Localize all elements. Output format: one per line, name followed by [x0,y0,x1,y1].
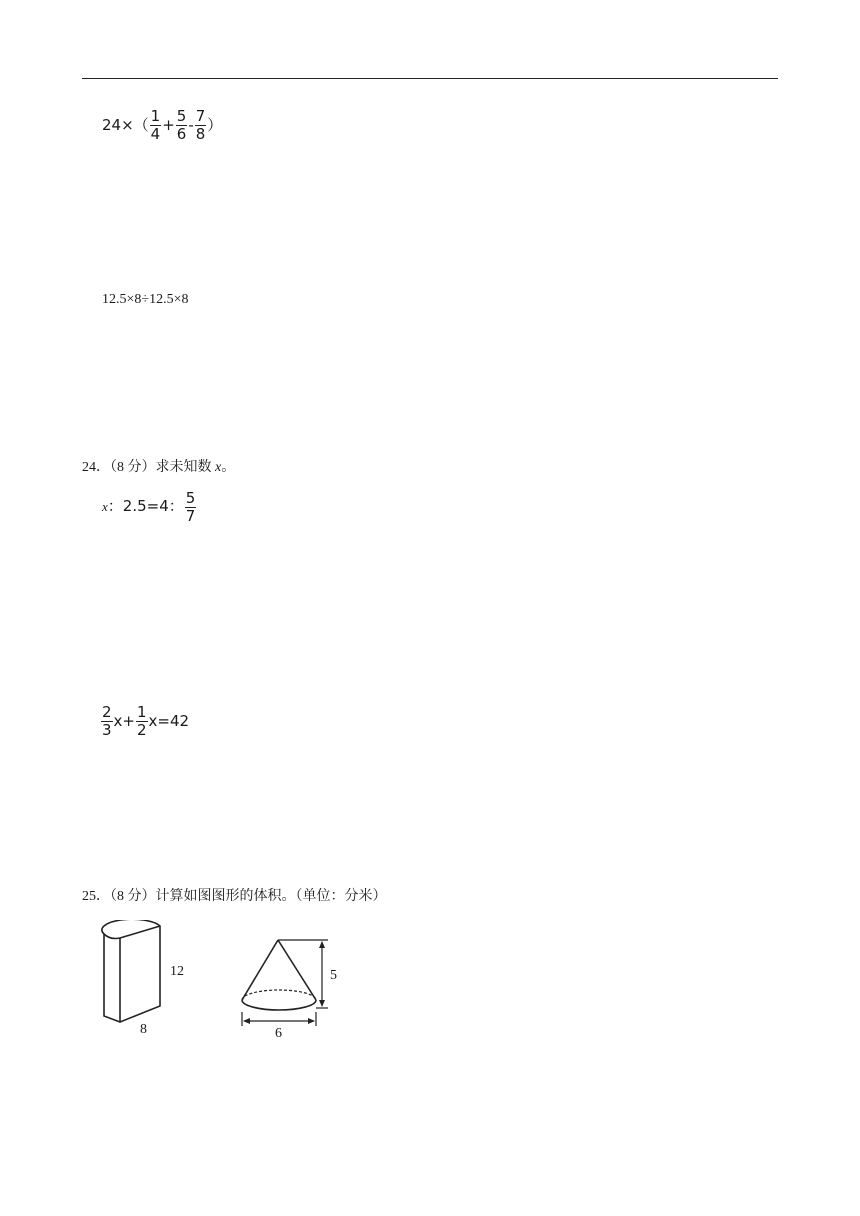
fraction-1-4: $\frac{1}{4}$ [150,107,161,143]
equation-1: x：2.5=4： $\frac{5}{7}$ [102,489,196,525]
question-24-heading: 24．（8 分）求未知数 x。 [82,460,236,475]
fraction-1-2: $\frac{1}{2}$ [137,703,147,739]
question-number: 25． [82,889,110,904]
expression-1-lead: 24×（ [102,116,149,134]
fraction-5-6: $\frac{5}{6}$ [176,107,187,143]
cone-figure [236,932,356,1044]
fraction-2-3: $\frac{2}{3}$ [102,703,112,739]
question-number: 24． [82,460,110,475]
question-25-heading: 25．（8 分）计算如图图形的体积。（单位：分米） [82,889,387,904]
cone-diameter-label: 6 [275,1026,282,1041]
fraction-5-7: $\frac{5}{7}$ [185,489,196,525]
expression-2: 12.5×8÷12.5×8 [102,292,189,307]
header-rule [82,78,778,79]
question-score: （8 分） [110,889,156,904]
cone-height-label: 5 [330,968,337,983]
equation-2: $\frac{2}{3}$ x+ $\frac{1}{2}$ x=42 [102,703,190,739]
expression-1: 24×（ $\frac{1}{4}$ + $\frac{5}{6}$ - $\frac{7}{8}$ ） [102,107,223,143]
question-score: （8 分） [110,460,156,475]
half-cylinder-diameter-label: 8 [140,1022,147,1037]
half-cylinder-height-label: 12 [170,964,184,979]
fraction-7-8: $\frac{7}{8}$ [195,107,206,143]
half-cylinder-figure [96,920,206,1040]
